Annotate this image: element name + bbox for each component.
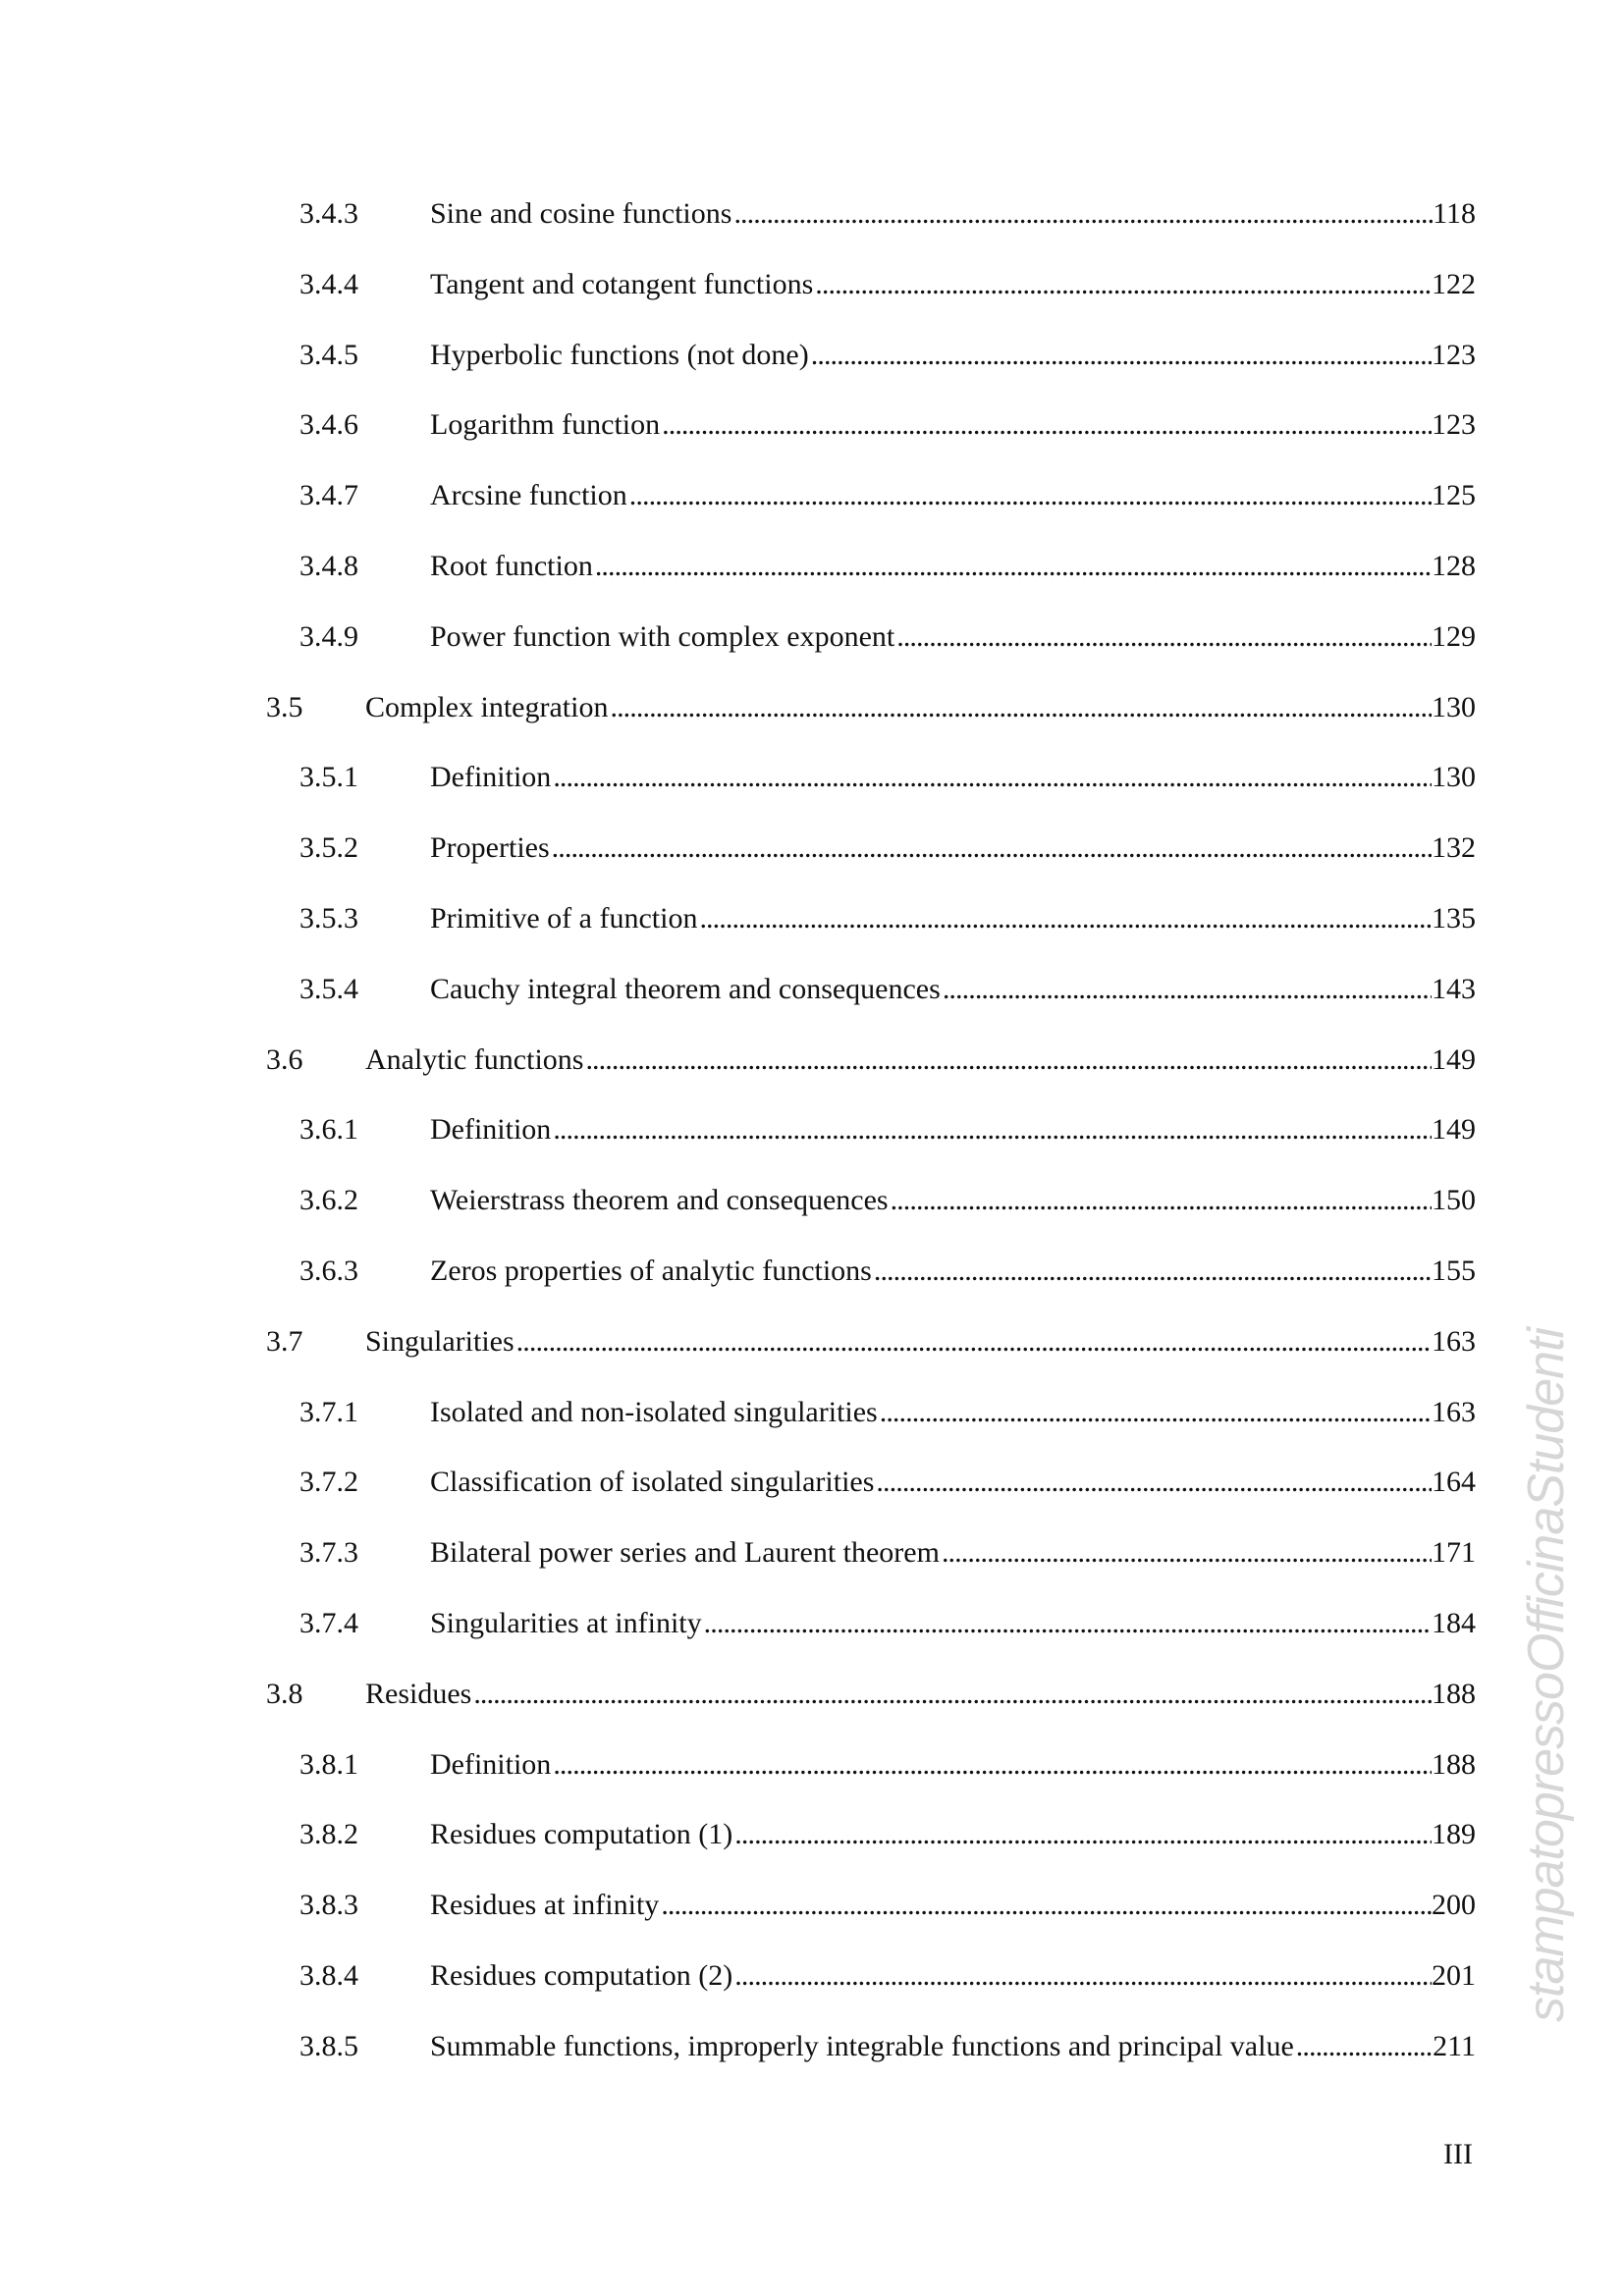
section-title: Arcsine function xyxy=(430,479,627,512)
toc-entry[interactable] xyxy=(0,192,1624,236)
section-number: 3.4.4 xyxy=(299,267,358,300)
toc-entry[interactable] xyxy=(0,1320,1624,1363)
page-number: III xyxy=(1443,2138,1473,2170)
dot-leader xyxy=(809,334,1432,377)
toc-entry[interactable] xyxy=(0,474,1624,517)
page-ref: 123 xyxy=(1432,408,1476,442)
dot-leader xyxy=(660,403,1432,447)
section-title: Analytic functions xyxy=(365,1042,584,1076)
section-title: Tangent and cotangent functions xyxy=(430,267,814,300)
section-title: Logarithm function xyxy=(430,408,661,442)
section-number: 3.5.3 xyxy=(299,902,358,934)
page-ref: 123 xyxy=(1432,338,1476,371)
section-number: 3.7.1 xyxy=(299,1395,358,1428)
section-title: Residues computation (1) xyxy=(430,1818,733,1851)
section-title: Residues at infinity xyxy=(430,1889,660,1922)
toc-entry[interactable] xyxy=(0,545,1624,588)
toc-entry[interactable] xyxy=(0,756,1624,799)
section-number: 3.5.1 xyxy=(299,761,358,794)
section-title: Power function with complex exponent xyxy=(430,619,895,653)
toc-entry[interactable] xyxy=(0,1179,1624,1222)
section-number: 3.5.2 xyxy=(299,831,358,865)
dot-leader xyxy=(894,615,1432,659)
section-number: 3.7.3 xyxy=(299,1536,358,1570)
section-title: Classification of isolated singularities xyxy=(430,1466,875,1499)
toc-entry[interactable] xyxy=(0,1954,1624,1998)
toc-entry[interactable] xyxy=(0,1250,1624,1293)
dot-leader xyxy=(627,474,1432,517)
section-title: Definition xyxy=(430,761,552,794)
page-ref: 211 xyxy=(1433,2029,1476,2062)
dot-leader xyxy=(732,1813,1432,1856)
toc-entry[interactable] xyxy=(0,897,1624,940)
dot-leader xyxy=(551,756,1432,799)
section-title: Weierstrass theorem and consequences xyxy=(430,1184,889,1217)
page-ref: 143 xyxy=(1432,972,1476,1005)
page-ref: 184 xyxy=(1432,1607,1476,1639)
dot-leader xyxy=(889,1179,1432,1222)
section-title: Sine and cosine functions xyxy=(430,197,732,230)
page-ref: 164 xyxy=(1432,1466,1476,1499)
section-number: 3.8.3 xyxy=(299,1889,358,1922)
toc-entry[interactable] xyxy=(0,1673,1624,1716)
dot-leader xyxy=(872,1250,1432,1293)
section-number: 3.6 xyxy=(266,1042,303,1076)
section-title: Definition xyxy=(430,1747,552,1781)
toc-entry[interactable] xyxy=(0,1884,1624,1927)
watermark: stampatopressoOfficinaStudenti xyxy=(1518,1327,1575,2022)
page-ref: 135 xyxy=(1432,902,1476,934)
page-ref: 189 xyxy=(1432,1818,1476,1851)
section-title: Singularities at infinity xyxy=(430,1607,702,1639)
section-title: Complex integration xyxy=(365,690,609,723)
toc-entry[interactable] xyxy=(0,615,1624,659)
dot-leader xyxy=(550,827,1432,870)
toc-entry[interactable] xyxy=(0,2025,1624,2068)
page-ref: 122 xyxy=(1432,267,1476,300)
toc-entry[interactable] xyxy=(0,968,1624,1011)
page-ref: 130 xyxy=(1432,690,1476,723)
dot-leader xyxy=(732,1954,1432,1998)
section-number: 3.8 xyxy=(266,1677,303,1710)
section-title: Cauchy integral theorem and consequences xyxy=(430,972,941,1005)
dot-leader xyxy=(1294,2025,1433,2068)
dot-leader xyxy=(659,1884,1432,1927)
page-ref: 171 xyxy=(1432,1536,1476,1570)
page-ref: 132 xyxy=(1432,831,1476,865)
toc-entry[interactable] xyxy=(0,686,1624,729)
dot-leader xyxy=(514,1320,1432,1363)
section-number: 3.4.6 xyxy=(299,408,358,442)
page-ref: 188 xyxy=(1432,1747,1476,1781)
dot-leader xyxy=(471,1673,1432,1716)
section-number: 3.8.1 xyxy=(299,1747,358,1781)
section-number: 3.4.3 xyxy=(299,197,358,230)
toc-entry[interactable] xyxy=(0,1813,1624,1856)
dot-leader xyxy=(583,1039,1432,1082)
section-number: 3.7.2 xyxy=(299,1466,358,1499)
page-ref: 188 xyxy=(1432,1677,1476,1710)
section-title: Properties xyxy=(430,831,550,865)
toc-entry[interactable] xyxy=(0,1531,1624,1575)
toc-entry[interactable] xyxy=(0,403,1624,447)
page-ref: 201 xyxy=(1432,1959,1476,1992)
section-title: Bilateral power series and Laurent theorem xyxy=(430,1536,940,1570)
section-number: 3.8.2 xyxy=(299,1818,358,1851)
section-number: 3.4.8 xyxy=(299,550,358,582)
dot-leader xyxy=(608,686,1432,729)
dot-leader xyxy=(941,968,1432,1011)
toc-entry[interactable] xyxy=(0,1108,1624,1151)
section-title: Summable functions, improperly integrable functions and principal value xyxy=(430,2029,1294,2062)
page-ref: 200 xyxy=(1432,1889,1476,1922)
toc-entry[interactable] xyxy=(0,1461,1624,1504)
section-number: 3.5.4 xyxy=(299,972,358,1005)
dot-leader xyxy=(878,1391,1432,1434)
toc-entry[interactable] xyxy=(0,334,1624,377)
page-ref: 130 xyxy=(1432,761,1476,794)
section-number: 3.8.5 xyxy=(299,2029,358,2062)
section-title: Root function xyxy=(430,550,593,582)
section-number: 3.4.5 xyxy=(299,338,358,371)
section-number: 3.5 xyxy=(266,690,303,723)
section-number: 3.7 xyxy=(266,1324,303,1358)
section-number: 3.6.1 xyxy=(299,1113,358,1147)
section-title: Hyperbolic functions (not done) xyxy=(430,338,809,371)
page-ref: 149 xyxy=(1432,1113,1476,1147)
page-ref: 125 xyxy=(1432,479,1476,512)
page-ref: 155 xyxy=(1432,1255,1476,1287)
section-number: 3.4.7 xyxy=(299,479,358,512)
section-number: 3.8.4 xyxy=(299,1959,358,1992)
section-title: Primitive of a function xyxy=(430,902,698,934)
section-title: Definition xyxy=(430,1113,552,1147)
dot-leader xyxy=(874,1461,1432,1504)
dot-leader xyxy=(731,192,1433,236)
dot-leader xyxy=(551,1108,1432,1151)
toc-entry[interactable] xyxy=(0,1743,1624,1787)
toc-entry[interactable] xyxy=(0,1039,1624,1082)
section-title: Residues computation (2) xyxy=(430,1959,733,1992)
section-number: 3.4.9 xyxy=(299,619,358,653)
toc-entry[interactable] xyxy=(0,1602,1624,1645)
section-title: Isolated and non-isolated singularities xyxy=(430,1395,878,1428)
page-ref: 163 xyxy=(1432,1324,1476,1358)
dot-leader xyxy=(697,897,1432,940)
page-ref: 150 xyxy=(1432,1184,1476,1217)
section-title: Singularities xyxy=(365,1324,514,1358)
dot-leader xyxy=(813,263,1432,306)
page-ref: 129 xyxy=(1432,619,1476,653)
section-number: 3.6.2 xyxy=(299,1184,358,1217)
page-ref: 118 xyxy=(1433,197,1476,230)
toc-entry[interactable] xyxy=(0,263,1624,306)
page-ref: 128 xyxy=(1432,550,1476,582)
dot-leader xyxy=(940,1531,1432,1575)
section-title: Residues xyxy=(365,1677,472,1710)
section-title: Zeros properties of analytic functions xyxy=(430,1255,872,1287)
toc-entry[interactable] xyxy=(0,1391,1624,1434)
toc-entry[interactable] xyxy=(0,827,1624,870)
page-ref: 163 xyxy=(1432,1395,1476,1428)
dot-leader xyxy=(702,1602,1432,1645)
dot-leader xyxy=(551,1743,1432,1787)
page-ref: 149 xyxy=(1432,1042,1476,1076)
section-number: 3.6.3 xyxy=(299,1255,358,1287)
section-number: 3.7.4 xyxy=(299,1607,358,1639)
dot-leader xyxy=(593,545,1432,588)
